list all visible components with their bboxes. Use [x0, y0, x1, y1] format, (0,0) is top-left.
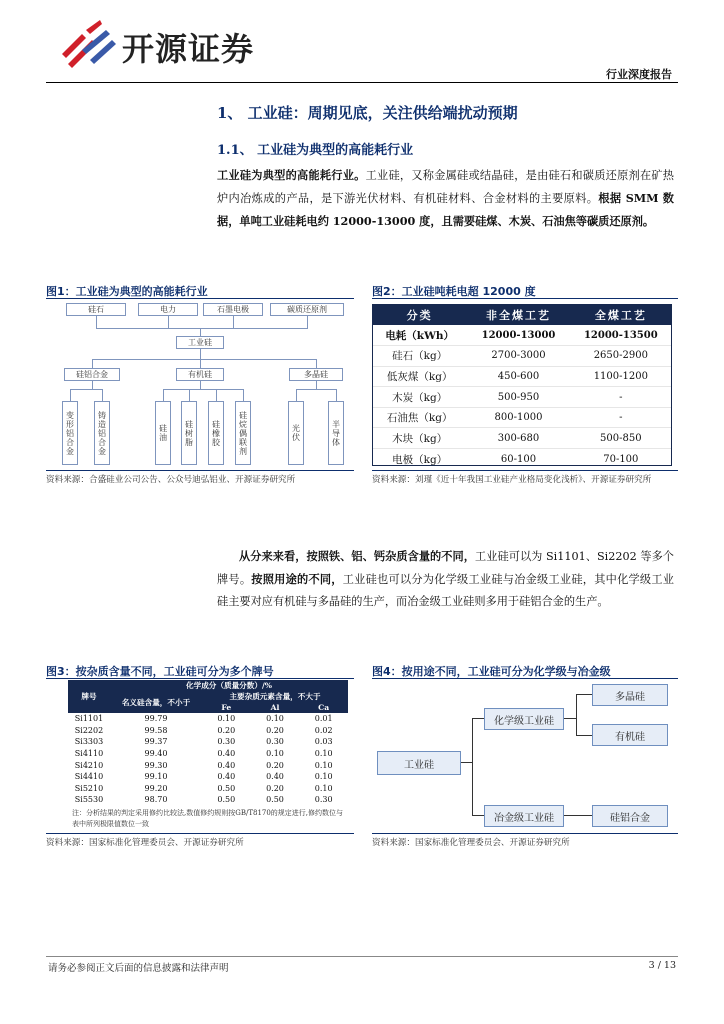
table-cell: 99.10 [144, 772, 168, 782]
fig3-table [68, 680, 348, 830]
table-cell: 2700-3000 [467, 346, 569, 367]
fig1-connector [163, 389, 243, 390]
fig1-connector [189, 389, 190, 401]
fig2-table-frame [372, 304, 672, 466]
table-row [68, 794, 348, 806]
table-cell: 0.50 [217, 783, 236, 793]
fig1-center: 工业硅 [176, 336, 224, 349]
paragraph-1-bold: 根据 SMM 数据，单吨工业硅耗电约 12000-13000 度，且需要硅煤、木炭、石油焦等碳质还原剂。 [217, 191, 674, 228]
table-cell: 500-850 [570, 428, 672, 449]
fig4-chem-child-poly: 多晶硅 [592, 684, 668, 706]
footer-disclaimer: 请务必参阅正文后面的信息披露和法律声明 [48, 963, 229, 974]
fig4-met: 冶金级工业硅 [484, 805, 564, 827]
fig1-leaf: 铸造铝合金 [94, 401, 110, 465]
table-cell: 0.50 [266, 795, 284, 805]
fig3-header-fe: Fe [202, 702, 251, 713]
fig4-connector [564, 815, 592, 816]
paragraph-1-lead: 工业硅为典型的高能耗行业。 [217, 168, 366, 182]
fig3-note: 注：分析结果的判定采用修约比较法,数值修约规则按GB/T8170的规定进行,修约数位与表中所列极限值数位一致 [72, 808, 344, 828]
table-cell: 99.79 [144, 714, 168, 724]
company-name: 开源证券 [122, 30, 255, 68]
fig1-connector [296, 389, 336, 390]
table-cell: 0.03 [314, 737, 333, 747]
table-cell: 450-600 [467, 366, 569, 387]
fig1-connector [92, 359, 316, 360]
fig2-source: 资料来源：刘瑾《近十年我国工业硅产业格局变化浅析》、开源证券研究所 [372, 475, 652, 485]
fig1-mid-organic: 有机硅 [176, 368, 224, 381]
table-cell: Si4410 [74, 772, 104, 782]
table-cell: 800-1000 [467, 407, 569, 428]
table-cell: 0.30 [217, 737, 236, 747]
fig3-header-ca: Ca [299, 702, 348, 713]
fig1-connector [307, 316, 308, 328]
fig1-connector [316, 381, 317, 389]
table-cell: 99.30 [144, 760, 168, 770]
fig2-header: 分类 [372, 304, 467, 325]
table-cell: 木炭（kg） [372, 387, 467, 408]
fig1-connector [316, 359, 317, 368]
table-cell: 0.20 [217, 725, 236, 735]
fig1-input-reductant: 碳质还原剂 [270, 303, 344, 316]
fig1-input-silica: 硅石 [66, 303, 126, 316]
fig2-header: 全煤工艺 [570, 304, 672, 325]
table-cell: 1100-1200 [570, 366, 672, 387]
fig4-connector [576, 735, 592, 736]
table-cell: - [570, 407, 672, 428]
table-cell: Si3303 [74, 737, 104, 747]
fig1-connector [233, 316, 234, 328]
fig1-connector [336, 389, 337, 401]
table-cell: 0.20 [266, 760, 284, 770]
paragraph-2-lead-2: 按照用途的不同， [251, 572, 343, 586]
fig3-header-grade: 牌号 [68, 680, 110, 713]
fig1-connector [70, 389, 71, 401]
fig1-connector [92, 359, 93, 368]
table-cell: 500-950 [467, 387, 569, 408]
table-cell: 0.01 [314, 714, 333, 724]
table-cell: 99.40 [144, 749, 168, 759]
table-cell: 0.10 [266, 714, 284, 724]
paragraph-2-lead-1: 从分来来看，按照铁、铝、钙杂质含量的不同， [239, 549, 475, 563]
table-cell: 0.40 [217, 749, 236, 759]
fig2-header: 非全煤工艺 [467, 304, 569, 325]
table-cell: 0.30 [266, 737, 284, 747]
table-cell: 0.20 [266, 783, 284, 793]
fig3-header-al: Al [251, 702, 300, 713]
fig4-top-rule [372, 678, 678, 679]
fig1-connector [200, 359, 201, 368]
fig1-connector [200, 349, 201, 359]
fig4-connector [576, 694, 577, 736]
table-cell: Si5210 [74, 783, 104, 793]
table-cell: 60-100 [500, 453, 537, 465]
fig1-leaf: 变形铝合金 [62, 401, 78, 465]
fig4-root: 工业硅 [377, 751, 461, 775]
fig1-source: 资料来源：合盛硅业公司公告、公众号迪弘铝业、开源证券研究所 [46, 475, 296, 485]
table-cell: 99.58 [144, 725, 168, 735]
fig1-mid-poly: 多晶硅 [289, 368, 343, 381]
paragraph-2 [217, 545, 674, 613]
table-cell: 300-680 [467, 428, 569, 449]
table-cell: 2650-2900 [570, 346, 672, 367]
fig4-chem-child-organic: 有机硅 [592, 724, 668, 746]
table-row [68, 725, 348, 737]
table-cell: - [570, 387, 672, 408]
paragraph-1 [217, 164, 674, 233]
fig1-connector [200, 328, 201, 336]
fig4-source: 资料来源：国家标准化管理委员会、开源证券研究所 [372, 838, 570, 848]
fig4-met-child: 硅铝合金 [592, 805, 668, 827]
header-divider [46, 82, 678, 83]
fig1-leaf: 硅油 [155, 401, 171, 465]
table-cell: 0.10 [314, 772, 333, 782]
table-cell: 电耗（kWh） [372, 325, 467, 346]
fig1-connector [96, 316, 97, 328]
table-row [68, 771, 348, 783]
table-cell: 0.50 [217, 795, 236, 805]
table-cell: 12000-13500 [570, 325, 672, 346]
fig3-header-chem: 化学成分（质量分数）/% [110, 680, 348, 691]
fig2-bottom-rule [372, 470, 678, 471]
table-cell: 硅石（kg） [372, 346, 467, 367]
fig4-connector [472, 718, 484, 719]
table-cell: Si1101 [74, 714, 104, 724]
report-type-label: 行业深度报告 [606, 68, 672, 81]
fig4-chem: 化学级工业硅 [484, 708, 564, 730]
table-cell: Si5530 [74, 795, 104, 805]
fig4-connector [472, 815, 484, 816]
fig1-connector [92, 381, 93, 389]
section-heading: 1、 工业硅：周期见底，关注供给端扰动预期 [217, 104, 518, 122]
fig1-connector [102, 389, 103, 401]
page-number: 3 / 13 [648, 960, 676, 971]
table-cell: 70-100 [603, 453, 639, 465]
fig3-bottom-rule [46, 833, 354, 834]
table-cell: 0.10 [314, 749, 333, 759]
table-cell: 0.30 [314, 795, 333, 805]
fig1-connector [163, 389, 164, 401]
fig3-header-impurity: 主要杂质元素含量，不大于 [202, 691, 348, 702]
fig1-bottom-rule [46, 470, 354, 471]
table-cell: 0.40 [217, 760, 236, 770]
fig3-title: 图3：按杂质含量不同，工业硅可分为多个牌号 [46, 665, 274, 678]
table-row [68, 713, 348, 725]
table-cell: 0.10 [266, 749, 284, 759]
table-cell: Si4110 [74, 749, 104, 759]
table-cell: 低灰煤（kg） [372, 366, 467, 387]
paragraph-2-body-2: 工业硅也可以分为化学级工业硅与冶金级工业硅，其中化学级工业硅主要对应有机硅与多晶硅的生产，而冶金级工业硅则多用于硅铝合金的生产。 [217, 573, 674, 608]
fig3-header-si: 名义硅含量，不小于 [110, 691, 202, 713]
table-cell: 0.02 [314, 725, 333, 735]
table-cell: 电极（kg） [392, 453, 448, 466]
fig1-leaf: 硅树脂 [181, 401, 197, 465]
fig4-connector [576, 694, 592, 695]
table-cell: 99.20 [144, 783, 168, 793]
fig1-connector [96, 328, 308, 329]
fig1-connector [243, 389, 244, 401]
fig2-title: 图2：工业硅吨耗电超 12000 度 [372, 285, 536, 298]
table-cell: 0.10 [314, 783, 333, 793]
table-cell: 0.20 [266, 725, 284, 735]
table-cell: 0.40 [266, 772, 284, 782]
footer-divider [46, 956, 678, 957]
fig1-connector [216, 389, 217, 401]
fig1-connector [168, 316, 169, 328]
paragraph-2-body-1: 工业硅可以为 Si1101、Si2202 等多个牌号。 [217, 550, 674, 586]
fig4-connector [461, 762, 472, 763]
fig3-top-rule [46, 678, 354, 679]
table-cell: Si4210 [74, 760, 104, 770]
paragraph-1-body: 工业硅，又称金属硅或结晶硅，是由硅石和碳质还原剂在矿热炉内冶炼成的产品，是下游光伏材料、有机硅材料、合金材料的主要原料。 [217, 169, 674, 205]
table-row [68, 783, 348, 795]
fig1-input-power: 电力 [138, 303, 198, 316]
fig4-connector [564, 718, 576, 719]
fig4-bottom-rule [372, 833, 678, 834]
table-cell: Si2202 [74, 725, 104, 735]
table-cell: 0.10 [217, 714, 236, 724]
fig1-leaf: 硅橡胶 [208, 401, 224, 465]
table-row [68, 759, 348, 771]
table-row [68, 736, 348, 748]
fig1-mid-alloy: 硅铝合金 [64, 368, 120, 381]
table-cell: 石油焦（kg） [372, 407, 467, 428]
fig1-leaf: 半导体 [328, 401, 344, 465]
table-cell: 12000-13000 [467, 325, 569, 346]
table-row [68, 748, 348, 760]
table-cell: 0.10 [314, 760, 333, 770]
fig1-leaf: 硅烷偶联剂 [235, 401, 251, 465]
table-cell: 99.37 [144, 737, 168, 747]
fig1-connector [70, 389, 102, 390]
fig3-source: 资料来源：国家标准化管理委员会、开源证券研究所 [46, 838, 244, 848]
fig1-input-electrode: 石墨电极 [203, 303, 263, 316]
table-cell: 木块（kg） [372, 428, 467, 449]
table-cell: 0.40 [217, 772, 236, 782]
table-cell: 98.70 [144, 795, 168, 805]
fig1-top-rule [46, 298, 354, 299]
fig2-top-rule [372, 298, 678, 299]
fig1-connector [296, 389, 297, 401]
fig4-connector [472, 718, 473, 816]
fig1-title: 图1：工业硅为典型的高能耗行业 [46, 285, 208, 298]
fig1-leaf: 光伏 [288, 401, 304, 465]
fig1-connector [200, 381, 201, 389]
fig4-title: 图4：按用途不同，工业硅可分为化学级与冶金级 [372, 665, 611, 678]
subsection-heading: 1.1、 工业硅为典型的高能耗行业 [217, 143, 414, 158]
